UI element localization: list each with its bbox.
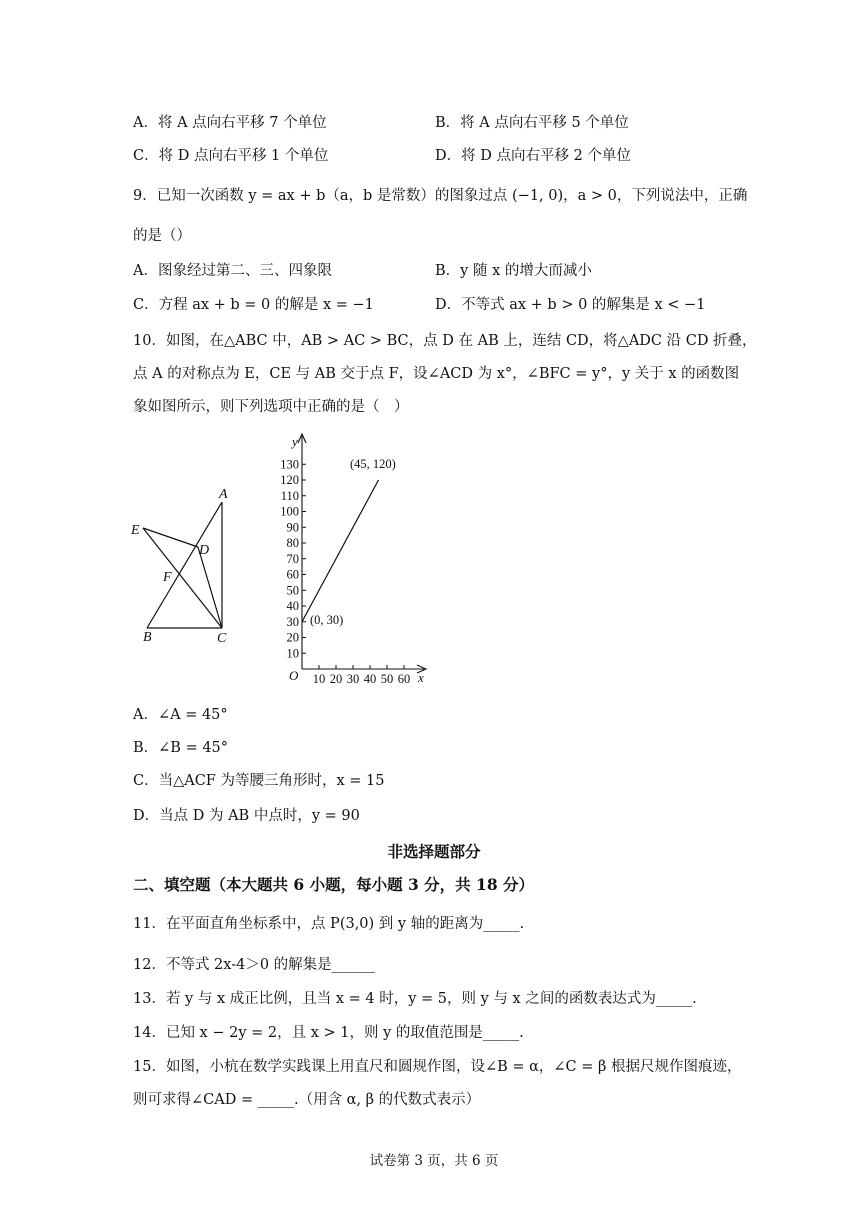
q13: 13．若 y 与 x 成正比例，且当 x = 4 时，y = 5，则 y 与 x 之间的函数表达式为_____.	[133, 991, 697, 1007]
page-footer: 试卷第 3 页，共 6 页	[369, 1153, 499, 1169]
function-graph	[280, 428, 440, 690]
q12: 12．不等式 2x-4＞0 的解集是______	[133, 957, 376, 973]
point-start-label: (0, 30)	[310, 613, 344, 627]
triangle-figure	[125, 480, 245, 650]
point-end-label: (45, 120)	[350, 457, 396, 471]
x-tick-label-30: 30	[346, 672, 360, 686]
q9-option-d: D．不等式 ax + b > 0 的解集是 x < −1	[435, 297, 706, 313]
x-tick-label-60: 60	[397, 672, 411, 686]
q10-option-c: C．当△ACF 为等腰三角形时，x = 15	[133, 773, 385, 789]
label-a: A	[219, 487, 228, 502]
segment-ab	[147, 502, 222, 628]
q9-stem-line2: 的是（）	[133, 228, 191, 244]
y-tick-label-120: 120	[280, 473, 299, 487]
q15-line1: 15．如图，小杭在数学实践课上用直尺和圆规作图，设∠B = α，∠C = β 根据尺规作图痕迹，	[133, 1059, 742, 1075]
q11: 11．在平面直角坐标系中，点 P(3,0) 到 y 轴的距离为_____.	[133, 916, 525, 932]
y-tick-label-50: 50	[286, 583, 299, 598]
x-tick-label-20: 20	[329, 672, 343, 686]
y-tick-label-20: 20	[286, 630, 299, 645]
y-tick-label-10: 10	[286, 646, 299, 661]
y-tick-label-80: 80	[286, 536, 299, 550]
origin-label: O	[289, 668, 299, 683]
section-title: 二、填空题（本大题共 6 小题，每小题 3 分，共 18 分）	[133, 875, 535, 894]
x-tick-label-10: 10	[312, 672, 326, 686]
y-tick-label-40: 40	[286, 599, 299, 613]
q9-option-a: A．图象经过第二、三、四象限	[133, 263, 332, 279]
q10-stem-line3: 象如图所示，则下列选项中正确的是（ ）	[133, 399, 409, 415]
q9-stem-line1: 9．已知一次函数 y = ax + b（a，b 是常数）的图象过点 (−1, 0)，a > 0，下列说法中，正确	[133, 188, 748, 204]
y-tick-label-100: 100	[280, 504, 299, 519]
y-tick-label-110: 110	[280, 488, 299, 503]
q9-option-c: C．方程 ax + b = 0 的解是 x = −1	[133, 297, 374, 313]
q15-line2: 则可求得∠CAD = _____.（用含 α, β 的代数式表示）	[133, 1092, 481, 1108]
q8-option-b: B．将 A 点向右平移 5 个单位	[435, 115, 629, 131]
x-tick-label-40: 40	[363, 672, 377, 686]
q14: 14．已知 x − 2y = 2，且 x > 1，则 y 的取值范围是_____.	[133, 1025, 524, 1041]
q8-option-a: A．将 A 点向右平移 7 个单位	[133, 115, 327, 131]
x-axis-label: x	[418, 670, 424, 685]
q8-option-c: C．将 D 点向右平移 1 个单位	[133, 148, 329, 164]
q10-option-d: D．当点 D 为 AB 中点时，y = 90	[133, 808, 360, 824]
q10-option-b: B．∠B = 45°	[133, 740, 229, 756]
segment-dc	[198, 547, 222, 628]
label-e: E	[131, 523, 140, 538]
y-tick-label-90: 90	[286, 520, 299, 535]
q8-option-d: D．将 D 点向右平移 2 个单位	[435, 148, 631, 164]
label-c: C	[217, 631, 227, 646]
y-tick-label-30: 30	[286, 614, 299, 629]
label-f: F	[163, 570, 172, 585]
label-d: D	[199, 543, 210, 558]
section-heading: 非选择题部分	[387, 842, 481, 861]
y-tick-label-130: 130	[280, 457, 299, 472]
y-tick-label-60: 60	[286, 567, 299, 582]
y-axis-label: y	[292, 434, 298, 449]
q10-option-a: A．∠A = 45°	[133, 707, 228, 723]
y-tick-label-70: 70	[286, 551, 299, 566]
q9-option-b: B．y 随 x 的增大而减小	[435, 263, 592, 279]
segment-ec	[143, 528, 222, 628]
function-line	[302, 480, 379, 622]
q10-stem-line1: 10．如图，在△ABC 中，AB > AC > BC，点 D 在 AB 上，连结 CD，将△ADC 沿 CD 折叠，	[133, 333, 757, 349]
x-tick-label-50: 50	[380, 672, 394, 686]
q10-stem-line2: 点 A 的对称点为 E，CE 与 AB 交于点 F，设∠ACD 为 x°，∠BFC = y°，y 关于 x 的函数图	[133, 366, 740, 382]
label-b: B	[143, 630, 152, 645]
